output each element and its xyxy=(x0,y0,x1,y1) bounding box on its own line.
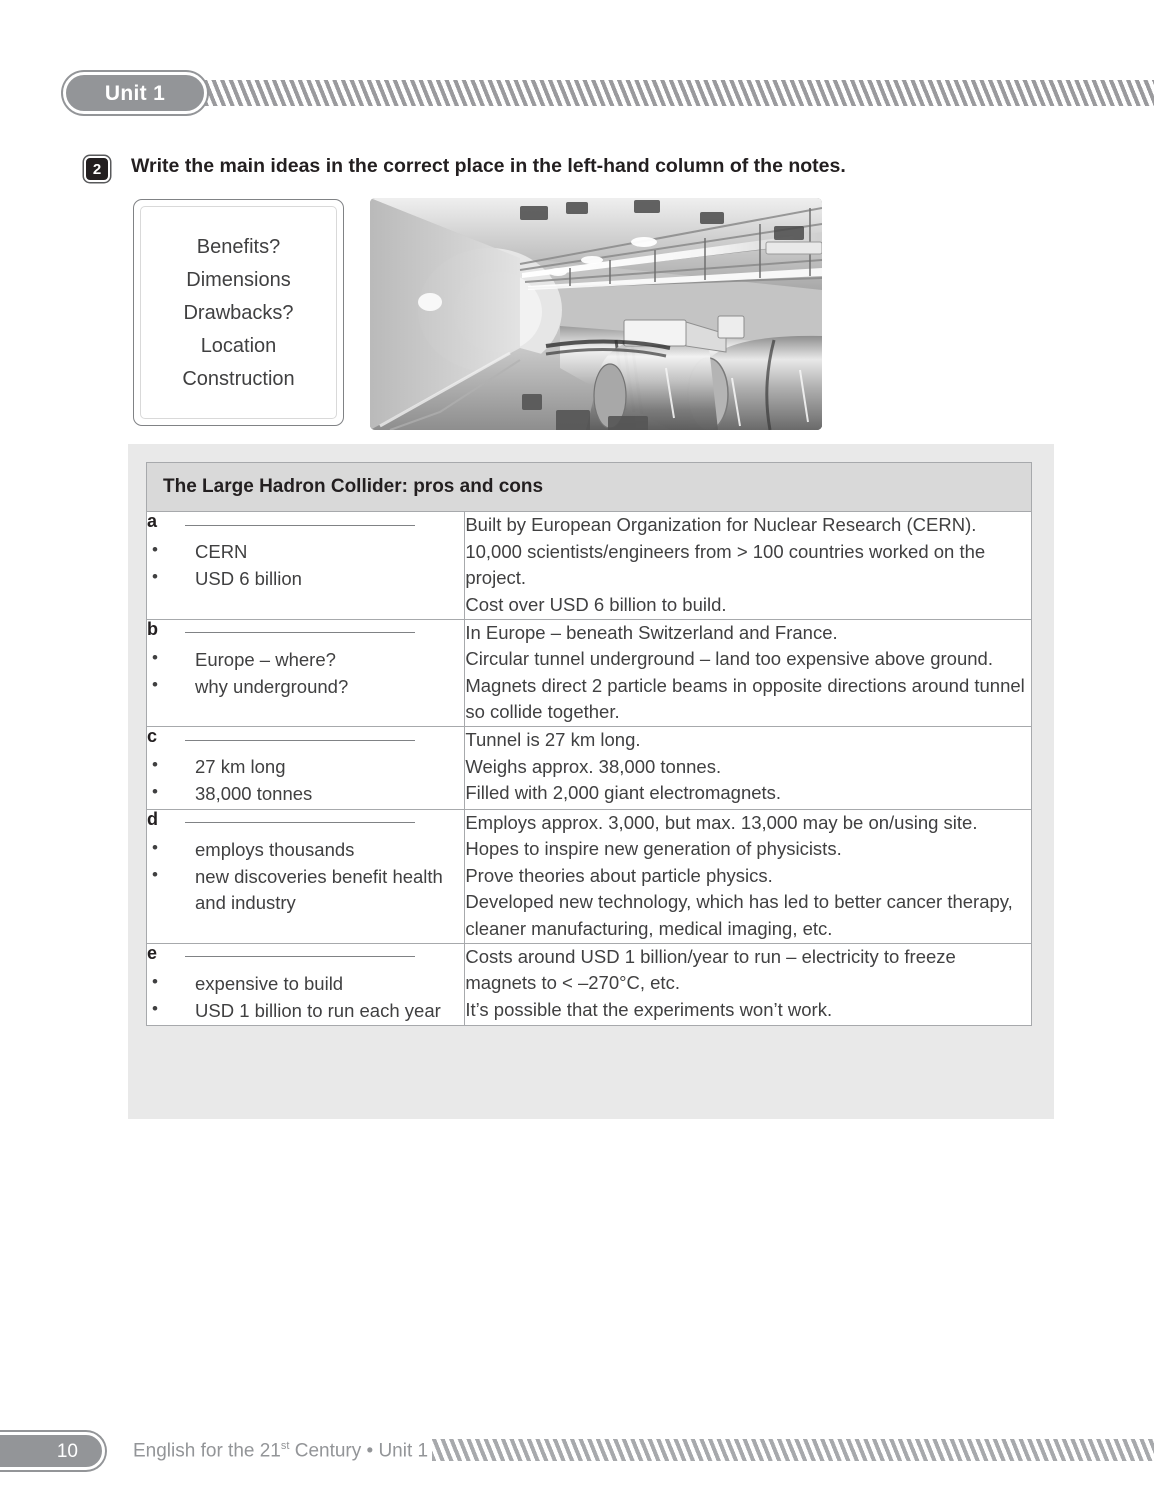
unit-badge xyxy=(63,72,207,114)
page-header xyxy=(0,72,1154,118)
list-item: • 38,000 tonnes xyxy=(147,781,464,807)
row-c-answer-blank[interactable] xyxy=(185,740,415,741)
note-line: Magnets direct 2 particle beams in opposite directions around tunnel so collide together. xyxy=(465,674,1025,723)
note-line: Prove theories about particle physics. xyxy=(465,864,773,886)
word-bank-box xyxy=(133,199,344,426)
list-item: • USD 1 billion to run each year xyxy=(147,998,464,1024)
list-item: • USD 6 billion xyxy=(147,566,464,592)
note-line: Costs around USD 1 billion/year to run – electricity to freeze magnets to < –270°C, etc. xyxy=(465,945,956,994)
row-b-bullets xyxy=(147,647,464,701)
table-title-cell xyxy=(147,463,1032,512)
header-hatch-stripe xyxy=(196,80,1154,106)
row-e-left-cell xyxy=(147,943,465,1026)
row-d-bullets xyxy=(147,837,464,917)
note-line: Built by European Organization for Nuclear Research (CERN). xyxy=(465,514,977,535)
list-item: • new discoveries benefit health and industry xyxy=(147,864,464,917)
note-line: Developed new technology, which has led to better cancer therapy, cleaner manufacturing, medical imaging, etc. xyxy=(465,891,1013,940)
exercise-number-badge xyxy=(84,156,110,182)
note-line: Hopes to inspire new generation of physicists. xyxy=(465,838,842,860)
footer-title-part1: English for the 21 xyxy=(133,1440,281,1462)
note-line: Circular tunnel underground – land too expensive above ground. xyxy=(465,648,993,670)
lhc-tunnel-photo xyxy=(370,198,822,430)
page-number: 10 xyxy=(56,1440,78,1462)
exercise-instruction-text: Write the main ideas in the correct place in the left-hand column of the notes. xyxy=(131,155,846,177)
row-c-answer-line-wrap xyxy=(147,727,464,745)
row-e-bullets xyxy=(147,971,464,1025)
row-b-right-cell xyxy=(465,619,1032,727)
notes-table xyxy=(146,462,1032,1026)
footer-title-part2: Century • Unit 1 xyxy=(289,1440,429,1462)
row-letter: d xyxy=(147,808,158,829)
note-line: It’s possible that the experiments won’t work. xyxy=(465,998,833,1020)
row-d-answer-line-wrap xyxy=(147,810,464,828)
note-line: Filled with 2,000 giant electromagnets. xyxy=(465,782,782,804)
table-row xyxy=(147,943,1032,1026)
note-line: Employs approx. 3,000, but max. 13,000 may be on/using site. xyxy=(465,811,978,833)
row-letter: a xyxy=(147,511,158,531)
note-line: Weighs approx. 38,000 tonnes. xyxy=(465,755,722,777)
list-item: • 27 km long xyxy=(147,754,464,780)
row-a-left-cell xyxy=(147,512,465,620)
word-bank-item[interactable]: Benefits? xyxy=(196,235,281,258)
row-b-answer-line-wrap xyxy=(147,620,464,638)
table-row xyxy=(147,619,1032,727)
row-b-answer-blank[interactable] xyxy=(185,632,415,633)
row-c-bullets xyxy=(147,754,464,808)
word-bank-item[interactable]: Drawbacks? xyxy=(183,301,294,324)
table-title: The Large Hadron Collider: pros and cons xyxy=(163,476,544,497)
photo-artwork xyxy=(370,198,822,430)
word-bank-item[interactable]: Construction xyxy=(182,367,295,390)
row-b-left-cell xyxy=(147,619,465,727)
note-line: Cost over USD 6 billion to build. xyxy=(465,593,727,615)
row-d-left-cell xyxy=(147,809,465,943)
page-number-badge xyxy=(0,1432,105,1470)
list-item: • CERN xyxy=(147,539,464,565)
list-item: • why underground? xyxy=(147,674,464,700)
table-row xyxy=(147,727,1032,810)
row-a-right-cell xyxy=(465,512,1032,620)
word-bank-item[interactable]: Location xyxy=(200,334,277,357)
row-c-right-cell xyxy=(465,727,1032,810)
table-header-row xyxy=(147,463,1032,512)
unit-label: Unit 1 xyxy=(104,81,166,105)
note-line: Tunnel is 27 km long. xyxy=(465,729,641,750)
row-letter: e xyxy=(147,942,158,963)
list-item: • employs thousands xyxy=(147,837,464,863)
exercise-number: 2 xyxy=(92,160,102,178)
row-e-answer-line-wrap xyxy=(147,944,464,962)
row-c-left-cell xyxy=(147,727,465,810)
footer-hatch-stripe xyxy=(432,1439,1154,1461)
list-item: • expensive to build xyxy=(147,971,464,997)
list-item: • Europe – where? xyxy=(147,647,464,673)
note-line: In Europe – beneath Switzerland and France. xyxy=(465,621,838,643)
row-letter: b xyxy=(147,618,158,639)
table-row xyxy=(147,512,1032,620)
word-bank-item[interactable]: Dimensions xyxy=(186,268,291,291)
row-e-right-cell xyxy=(465,943,1032,1026)
row-e-answer-blank[interactable] xyxy=(185,956,415,957)
word-bank-inner xyxy=(140,206,337,419)
row-a-bullets xyxy=(147,539,464,593)
exercise-instruction-row xyxy=(84,155,846,182)
footer-title-ordinal: st xyxy=(280,1440,290,1452)
row-d-right-cell xyxy=(465,809,1032,943)
row-a-answer-line-wrap xyxy=(147,512,464,530)
notes-panel xyxy=(128,444,1054,1119)
table-row xyxy=(147,809,1032,943)
row-letter: c xyxy=(147,726,158,746)
page-footer xyxy=(0,1432,1154,1482)
footer-book-title xyxy=(133,1440,428,1463)
note-line: 10,000 scientists/engineers from > 100 countries worked on the project. xyxy=(465,540,986,589)
row-a-answer-blank[interactable] xyxy=(185,525,415,526)
row-d-answer-blank[interactable] xyxy=(185,822,415,823)
